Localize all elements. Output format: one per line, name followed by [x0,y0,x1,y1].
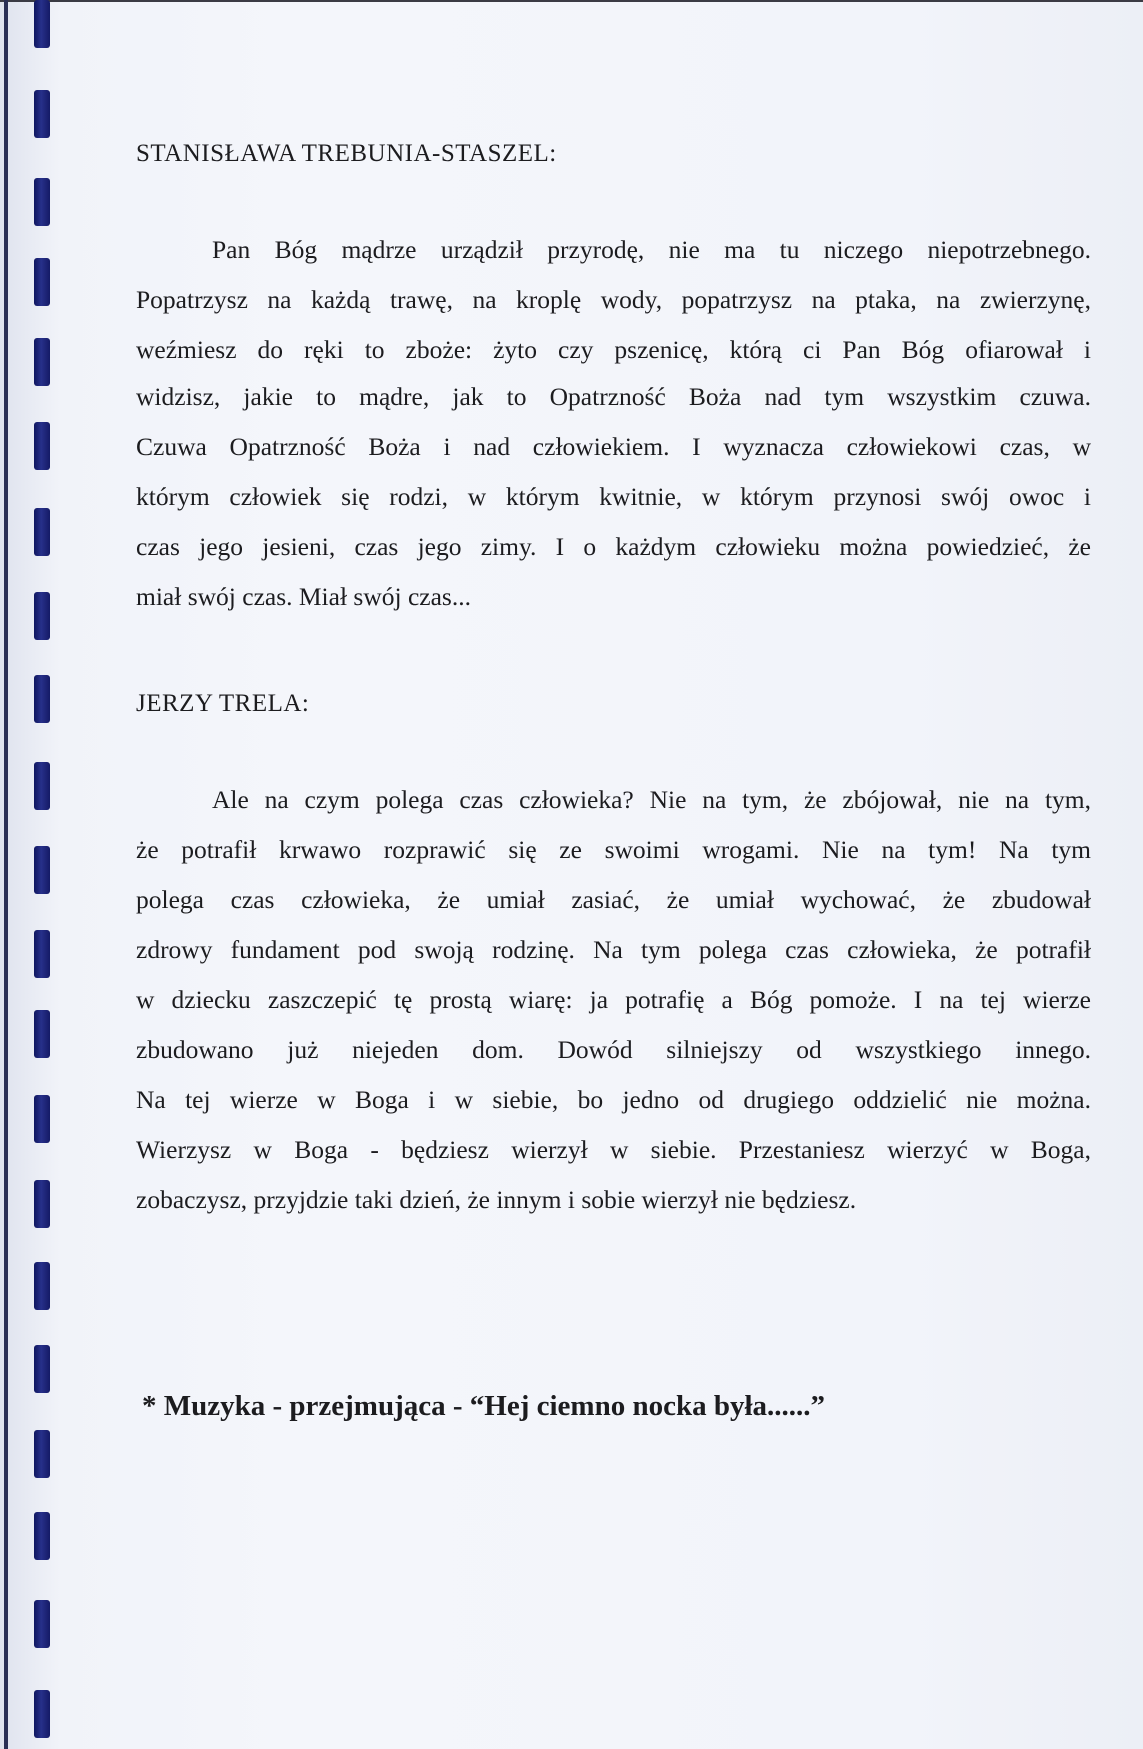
page-top-edge [0,0,1143,2]
music-note: * Muzyka - przejmująca - “Hej ciemno nocka była......” [142,1390,826,1422]
binding-ring [34,1345,50,1393]
binding-ring [34,1095,50,1143]
paragraph-line: weźmiesz do ręki to zboże: żyto czy pszenicę, którą ci Pan Bóg ofiarował i [136,335,1091,364]
binding-ring [34,592,50,640]
paragraph-line: w dziecku zaszczepić tę prostą wiarę: ja potrafię a Bóg pomoże. I na tej wierze [136,985,1091,1014]
binding-ring [34,0,50,48]
paragraph-line: Ale na czym polega czas człowieka? Nie na tym, że zbójował, nie na tym, [212,785,1091,814]
paragraph-line: że potrafił krwawo rozprawić się ze swoimi wrogami. Nie na tym! Na tym [136,835,1091,864]
binding-ring [34,1512,50,1560]
binding-ring [34,1430,50,1478]
binding-ring [34,1690,50,1738]
binding-ring [34,762,50,810]
speaker-heading-trebunia: STANISŁAWA TREBUNIA-STASZEL: [136,140,557,167]
binding-ring [34,508,50,556]
paragraph-line: zdrowy fundament pod swoją rodzinę. Na tym polega czas człowieka, że potrafił [136,935,1091,964]
binding-ring [34,338,50,386]
paragraph-line: Wierzysz w Boga - będziesz wierzył w siebie. Przestaniesz wierzyć w Boga, [136,1135,1091,1164]
paragraph-line: Czuwa Opatrzność Boża i nad człowiekiem. I wyznacza człowiekowi czas, w [136,432,1091,461]
paragraph-line: widzisz, jakie to mądre, jak to Opatrzność Boża nad tym wszystkim czuwa. [136,382,1091,411]
binding-ring [34,422,50,470]
paragraph-line: Pan Bóg mądrze urządził przyrodę, nie ma tu niczego niepotrzebnego. [212,235,1091,264]
paragraph-line: Na tej wierze w Boga i w siebie, bo jedno od drugiego oddzielić nie można. [136,1085,1091,1114]
paragraph-line: Popatrzysz na każdą trawę, na kroplę wody, popatrzysz na ptaka, na zwierzynę, [136,285,1091,314]
paragraph-line: polega czas człowieka, że umiał zasiać, że umiał wychować, że zbudował [136,885,1091,914]
binding-ring [34,90,50,138]
paragraph-line: miał swój czas. Miał swój czas... [136,582,471,611]
speaker-heading-trela: JERZY TRELA: [136,690,310,717]
binding-ring [34,846,50,894]
spiral-binding [0,0,70,1749]
binding-ring [34,258,50,306]
binding-ring [34,1010,50,1058]
binding-ring [34,930,50,978]
binding-ring [34,1180,50,1228]
binding-ring [34,1262,50,1310]
paragraph-line: zobaczysz, przyjdzie taki dzień, że innym i sobie wierzył nie będziesz. [136,1185,857,1214]
paragraph-line: czas jego jesieni, czas jego zimy. I o każdym człowieku można powiedzieć, że [136,532,1091,561]
paragraph-line: zbudowano już niejeden dom. Dowód silniejszy od wszystkiego innego. [136,1035,1091,1064]
binding-ring [34,1600,50,1648]
binding-spine [4,0,8,1749]
binding-ring [34,178,50,226]
binding-ring [34,675,50,723]
paragraph-line: którym człowiek się rodzi, w którym kwitnie, w którym przynosi swój owoc i [136,482,1091,511]
